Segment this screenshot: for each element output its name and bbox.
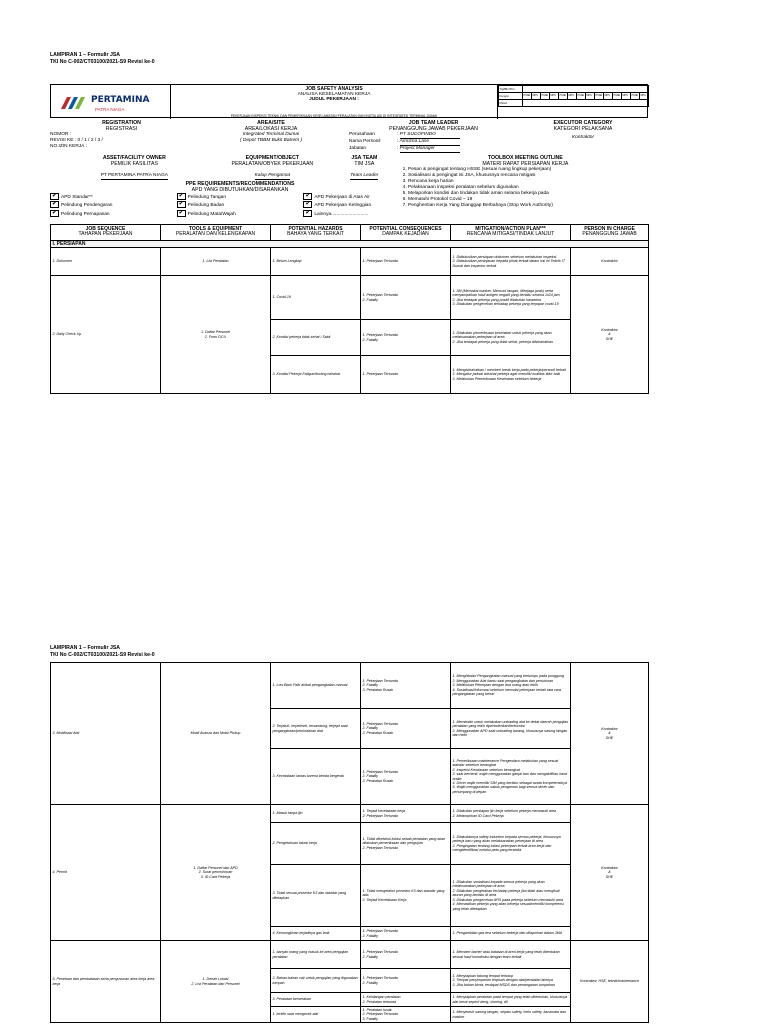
- ppe-item-label: Pelindung Pendengaran: [61, 203, 113, 209]
- sig-fungsi-cell: MPS: [568, 93, 577, 100]
- jsa-title-id: ANALISA KESELAMATAN KERJA: [297, 92, 371, 97]
- ppe-item[interactable]: [303, 210, 430, 218]
- team-leader-title: JOB TEAM LEADER: [408, 120, 459, 126]
- consequence-cell: 1. Pekerjaan Tertunda 2. Fatality: [361, 941, 451, 969]
- person-in-charge-cell: Kontraktor, HSE, teknik/maintenance: [571, 941, 649, 1023]
- ppe-item[interactable]: [50, 201, 177, 209]
- column-header-id: DAMPAK KEJADIAN: [382, 231, 429, 238]
- column-header-id: BAHAYA YANG TERKAIT: [287, 231, 344, 238]
- sig-fungsi-cell: HSSE: [631, 93, 640, 100]
- mitigation-cell: 1. Didiskusikan persiapan dokumen sebelum melakukan inspeksi. 2. Didiskusikan peninjauan kepada pihak terkait dalam hal ini Teknik IT Dumai dan inspector terkait: [451, 248, 571, 276]
- sig-paraf-cell[interactable]: [523, 100, 649, 107]
- checkbox-checked-icon[interactable]: ✔: [178, 209, 184, 216]
- logo-name: PERTAMINA: [91, 95, 150, 105]
- table-row: [51, 941, 649, 969]
- tl-company[interactable]: PT SUCOFINDO: [400, 132, 460, 139]
- executor-title: EXECUTOR CATEGORY: [553, 120, 613, 126]
- ppe-item[interactable]: [177, 210, 304, 218]
- registration-title: REGISTRATION: [102, 120, 141, 126]
- nomor-label[interactable]: NOMOR :: [50, 132, 72, 137]
- pertamina-logo: [51, 85, 171, 119]
- lampiran-title: LAMPIRAN 1 – Formulir JSA: [50, 645, 121, 651]
- column-header-en: PERSON IN CHARGE: [584, 225, 635, 232]
- column-header-id: RENCANA MITIGASI/TINDAK LANJUT: [466, 231, 555, 238]
- ppe-column: [177, 193, 304, 218]
- consequence-cell: 1. Pekerjaan Tertunda 2. Fatality 3. Peralatan Rusak: [361, 663, 451, 709]
- mitigation-cell: 1. Pemeriksaan maintenance Pengendara melakukan yang sesuai standar sebelum berangkat 2. Inspeksi Kendaraan sebelum berangkat 3. saat berhenti, wajib menggunakan ganjal ban dan mengaktifkan hand brake 4. Driver wajib memiliki SIM yang berlaku sebagai tanda kompetensinya 5. Wajib menggunakan sabuk pengaman bagi semua driver dan penumpang di depan: [451, 749, 571, 805]
- mitigation-cell: 1. Pengambilan gas test sebelum bekerja dan dilaporkan dalam JMA: [451, 927, 571, 941]
- job-sequence-cell: 1. Dokumen: [51, 248, 161, 276]
- form-header: [50, 84, 648, 118]
- consequence-cell: 1. Pekerjaan Tertunda 2. Fatality: [361, 276, 451, 320]
- ppe-item-label: APD Pekerjaan Ketinggian: [314, 203, 372, 209]
- mitigation-cell: 1. Dilakukan persiapan ijin kerja sebelum pekerja memasuki area 2. Melampirkan ID Card Pekerja: [451, 805, 571, 823]
- hazard-cell: 1. terkilir saat mengecek alat: [271, 1007, 361, 1023]
- sig-fungsi-cell: HSSE: [523, 93, 532, 100]
- job-sequence-cell: 5. Penetuan dan pembatasan serta penyusunan area kerja area kerja: [51, 941, 161, 1023]
- consequence-cell: 1. Pekerjaan Tertunda 2. Fatality 3. Peralatan Rusak: [361, 709, 451, 749]
- hazard-cell: 1. Belum Lengkap: [271, 248, 361, 276]
- consequence-cell: 1. Tidak mengetahui prosedur K3 dan standar yang ada 2. Terjadi Kecelakaan Kerja: [361, 865, 451, 927]
- page-2: [50, 645, 648, 1023]
- column-header: [361, 224, 451, 240]
- person-in-charge-cell: Kontraktor & SHE: [571, 805, 649, 941]
- owner-value[interactable]: PT PERTAMINA PATRA NIAGA: [100, 173, 168, 178]
- equipment-value[interactable]: Kalup Pengamat: [254, 173, 291, 178]
- ppe-item-label: Pelindung Pernapasan: [61, 211, 110, 217]
- toolbox-item: 6. Mematuhi Protokol Covid – 19: [402, 197, 473, 202]
- table-row: [51, 248, 649, 276]
- hazard-cell: 3. Peralatan berserakan: [271, 993, 361, 1007]
- checkbox-checked-icon[interactable]: ✔: [51, 209, 58, 216]
- ppe-item-label: APD Standar**: [61, 194, 93, 200]
- area-line-1: Integrated Terminal Dumai: [242, 132, 300, 137]
- checkbox-checked-icon[interactable]: ✔: [305, 209, 311, 216]
- sig-fungsi-cell: HSSE: [595, 93, 604, 100]
- toolbox-item: 7. Penghentian Kerja Yang Dianggap Berbahaya (Stop Work Authority): [402, 203, 553, 208]
- column-header: [51, 224, 161, 240]
- sig-fungsi-cell: HSSE: [559, 93, 568, 100]
- jsa-team-value[interactable]: Team Leader: [350, 173, 379, 178]
- column-header: [161, 224, 271, 240]
- mitigation-cell: 1. Dilakukan sosialisasi kepada semua pekerja yang akan melaksanakan pekerjaan di area 2. Dilakukan pengetahan terhadap pekerja jika tidak atau mengikuti aturan yang berlaku di area 3. Dilakukan pengecekan APD pada pekerja sebelum memasuki area 4. Memastikan pekerja yang akan bekerja sesuai/memiliki kompetensi yang telah ditetapkan: [451, 865, 571, 927]
- ppe-item[interactable]: [177, 193, 304, 201]
- ppe-item[interactable]: [177, 201, 304, 209]
- jsa-title: JOB SAFETY ANALYSIS: [305, 86, 363, 92]
- table-row: [51, 276, 649, 320]
- column-header-en: TOOLS & EQUIPMENT: [188, 225, 243, 232]
- team-leader-title-id: PENANGGUNG JAWAB PEKERJAAN: [389, 126, 478, 132]
- person-in-charge-cell: Kontraktor & SHE: [571, 663, 649, 805]
- executor-title-id: KATEGORI PELAKSANA: [553, 126, 613, 132]
- sig-fungsi-cell: HSSE: [577, 93, 586, 100]
- mitigation-cell: 1. Menghindari Pengangkatan manual yang berlumpu pada punggung 2. Menggunakan Alat bantu saat pengangkatan dan penurunan 3. Melakukan Pekerjaan dengan dua orang atau lebih 4. Sosialisasi/Informasi sebelum memulai pekerjaan terkait tata cara pengangkatan yang benar: [451, 663, 571, 709]
- table-row: [51, 663, 649, 709]
- toolbox-item: 5. Melaporkan kondisi dan tindakan tidak aman selama bekerja pada: [402, 191, 549, 196]
- ppe-item[interactable]: [303, 193, 430, 201]
- owner-title-id: PEMILIK FASILITAS: [110, 161, 158, 167]
- mitigation-cell: 1. Menyiapkan tabung tempat tertutup 2. Tempat penyimpanan terpisah dengan alat/peralatan lainnya 3. Jika bahan kimia, terdapat MSDS dan penanganan tumpahan: [451, 969, 571, 993]
- job-title-value: PEKERJAAN INSPEKSI TEKNIK DAN PEMERIKSAAN KESELAMATAN PERALATAN DAN INSTALASI DI INTEGRATED TERMINAL DUMAI: [230, 114, 438, 118]
- hazard-cell: 1. banyak orang yang masuk ke area pengujian peralatan: [271, 941, 361, 969]
- consequence-cell: 1. Kehilangan peralatan 2. Peralatan tertunda: [361, 993, 451, 1007]
- ppe-item-label: Pelindung Tangan: [187, 194, 226, 200]
- mitigation-cell: 1. Dilakukannya safety induction kepada semua pekerja, khususnya pekerja baru yang akan melaksanakan pekerjaan di area 2. Pengingatan tentang lokasi pekerjaan terkait area kerja dan mengidentifikasi melalui peta yang tersedia: [451, 823, 571, 865]
- consequence-cell: 1. Pekerjaan Tertunda: [361, 248, 451, 276]
- hazard-cell: 2. Terjatuh, terpeleset, tersandung, terjepit saat pengangkutan/pemindahan alat: [271, 709, 361, 749]
- consequence-cell: 1. Pekerjaan Tertunda: [361, 356, 451, 394]
- sig-fungsi-cell: MPS: [586, 93, 595, 100]
- revisi-value[interactable]: 0 / 1 / 2 / 3 /: [77, 138, 103, 143]
- tl-label: Nama Personil: [349, 139, 381, 144]
- sig-fungsi-cell: MPS: [622, 93, 631, 100]
- hazard-cell: 1. Masuk tanpa ijin: [271, 805, 361, 823]
- area-line-2: ( Depot TBBM Bukit Batrem ): [239, 138, 303, 143]
- column-header-en: MITIGATION/ACTION PLAN***: [475, 225, 546, 232]
- executor-value[interactable]: Kontraktor: [571, 135, 595, 140]
- tools-cell: 1. List Peralatan: [161, 248, 271, 276]
- column-header-en: POTENTIAL HAZARDS: [288, 225, 343, 232]
- jsa-team-title-id: TIM JSA: [354, 161, 375, 167]
- consequence-cell: 1. Pekerjaan Tertunda 2. Fatality: [361, 969, 451, 993]
- tl-label: Perusahaan: [349, 132, 375, 137]
- job-sequence-cell: 3. Mobilisasi Alat: [51, 663, 161, 805]
- mitigation-cell: 1. Dilakukan pemeriksaan kesehatan untuk pekerja yang akan melaksanakan pekerjaan di area 2. Jika terdapat pekerja yang tidak sehat, pekerja diistirahatkan: [451, 320, 571, 356]
- hazard-cell: 4. Kemungkinan terjadinya gas leak: [271, 927, 361, 941]
- ppe-title: PPE REQUIREMENTS/RECOMMENDATIONS: [185, 181, 295, 187]
- mitigation-cell: 1. Menyiapkan peralatan pada tempat yang telah ditentukan, khususnya alat berat seperti derig, shoring, dll: [451, 993, 571, 1007]
- column-header-id: PENANGGUNG JAWAB: [582, 231, 637, 238]
- checkbox-checked-icon[interactable]: ✔: [178, 201, 184, 208]
- checkbox-checked-icon[interactable]: ✔: [51, 201, 58, 208]
- job-sequence-cell: 2. Daily Check Up: [51, 276, 161, 394]
- tools-cell: 1. Denah Lokasi 2. List Peralatan dan Personel: [161, 941, 271, 1023]
- tl-position[interactable]: Project Manager: [400, 146, 460, 153]
- column-header-en: POTENTIAL CONSEQUENCES: [369, 225, 442, 232]
- column-header-id: PERALATAN DAN KELENGKAPAN: [175, 231, 256, 238]
- registration-title-id: REGISTRASI: [105, 126, 138, 132]
- tools-cell: 1. Daftar Personel 2. Form DCU: [161, 276, 271, 394]
- section-title: I. PERSIAPAN: [51, 240, 649, 247]
- sig-fungsi-cell: HSSE: [613, 93, 622, 100]
- table-row: [51, 805, 649, 823]
- hazard-cell: 2. Bahan-bahan cair untuk pengujian yang digunakan tumpah: [271, 969, 361, 993]
- tki-number: TKI No C-002/CT03100/2021-S9 Revisi ke-0: [50, 59, 155, 65]
- jsa-title-block: [171, 85, 497, 119]
- job-sequence-cell: 4. Permit: [51, 805, 161, 941]
- owner-title: ASSET/FACILITY OWNER: [102, 155, 166, 161]
- jsa-team-title: JSA TEAM: [351, 155, 378, 161]
- tl-label: Jabatan: [349, 146, 367, 151]
- sig-fungsi-cell: MPS: [604, 93, 613, 100]
- area-title: AREA/SITE: [257, 120, 285, 126]
- checkbox-checked-icon[interactable]: ✔: [305, 193, 311, 199]
- mitigation-cell: 1. 3M (Memakai masker, Mencuci tangan, Menjaga jarak) serta menyampaikan hasil antigen negatif yang berlaku selama 1x24 jam 2. Jika terdapat pekerja yang positif dilakukan karantina 3. Dilakukan pengecekan terhadap pekerja yang terpapar covid-19: [451, 276, 571, 320]
- sig-row-label: Tgl/Bln/Thn: [499, 86, 523, 93]
- logo-sub: PATRA NIAGA: [95, 107, 125, 112]
- izin-kerja-label[interactable]: NO.IZIN KERJA :: [50, 144, 87, 149]
- consequence-cell: 1. Pekerjaan Tertunda 2. Fatality 3. Peralatan Rusak: [361, 749, 451, 805]
- lampiran-title: LAMPIRAN 1 – Formulir JSA: [50, 52, 121, 58]
- tools-cell: Mobil Avanza dan Mobil Pickup: [161, 663, 271, 805]
- tki-number: TKI No C-002/CT03100/2021-S9 Revisi ke-0: [50, 652, 155, 658]
- mitigation-cell: 1. Mengistirahatkan / memberi break kerja pada pekerja/personil terkait 2. Mengatur jadwal istirahat pekerja agar memiliki kualitas tidur baik 3. Melakukan Pemeriksaan Kesehatan sebelum bekerja: [451, 356, 571, 394]
- toolbox-title-id: MATERI RAPAT PERSIAPAN KERJA: [482, 161, 569, 167]
- person-in-charge-cell: Kontraktor & SHE: [571, 276, 649, 394]
- mitigation-cell: 1. Menyentuh sarung tangan, sepatu safety, helm safety, kacamata dan masker: [451, 1007, 571, 1023]
- consequence-cell: 1. Pekerjaan Tertunda 2. Fatality: [361, 927, 451, 941]
- toolbox-item: 2. Sosialisasi & pengingat isi JSA, khususnya rencana mitigasi: [402, 173, 536, 178]
- checkbox-checked-icon[interactable]: ✔: [305, 201, 311, 208]
- area-title-id: AREA/LOKASI KERJA: [244, 126, 298, 132]
- toolbox-list: [403, 167, 648, 209]
- person-in-charge-cell: Kontraktor: [571, 248, 649, 276]
- ppe-column: [50, 193, 177, 218]
- toolbox-item: 4. Pelaksanaan inspeksi peralatan sebelum digunakan: [402, 185, 519, 190]
- hazard-cell: 2. Kondisi pekerja tidak sehat / Sakit: [271, 320, 361, 356]
- equipment-title: EQUIPMENT/OBJECT: [245, 155, 299, 161]
- jsa-table-2: [50, 662, 649, 1023]
- signature-table: [497, 85, 649, 119]
- toolbox-item: 3. Rencana kerja harian: [402, 179, 454, 184]
- ppe-title-id: APD YANG DIBUTUHKAN/DISARANKAN: [191, 187, 289, 193]
- ppe-grid: [50, 193, 430, 218]
- hazard-cell: 2. Pengetahuan lokasi kerja: [271, 823, 361, 865]
- hazard-cell: 1. Covid-19: [271, 276, 361, 320]
- ppe-item[interactable]: [50, 193, 177, 201]
- ppe-item[interactable]: [303, 201, 430, 209]
- sig-fungsi-cell: MPS: [550, 93, 559, 100]
- column-header: [271, 224, 361, 240]
- mitigation-cell: 1. Memberi barrier atau batasan di area kerja yang telah ditentukan sesuai hasil koordinasi dengan team terkait: [451, 941, 571, 969]
- ppe-item-label: APD Pekerjaan di Atas Air: [314, 194, 370, 200]
- job-title-label: JUDUL PEKERJAAN :: [309, 97, 359, 102]
- hazard-cell: 1. Low Back Pain akibat pengangkatan manual: [271, 663, 361, 709]
- page-1: [50, 52, 648, 394]
- sig-fungsi-cell: MPS: [532, 93, 541, 100]
- ppe-item[interactable]: [50, 210, 177, 218]
- tools-cell: 1. Daftar Personel dan APD 2. Surat permohonan 3. ID Card Pekerja: [161, 805, 271, 941]
- pertamina-logo-icon: [59, 93, 87, 111]
- registration-block: REGISTRATION REGISTRASI NOMOR : REVISI KE : 0 / 1 / 2 / 3 / NO.IZIN KERJA : AREA/SITE AREA/LOKASI KERJA Integrated Terminal Dumai ( Depot TBBM Bukit Batrem ) JOB TEAM LEADER PENANGGUNG JAWAB PEKERJAAN Perusahaan : PT SUCOFINDO Nama Personil : Amrizna Lase Jabatan : Project Manager EXECUTOR CATEGORY KATEGORI PELAKSANA Kontraktor: [50, 120, 648, 153]
- ppe-item-label: Pelindung Badan: [187, 203, 225, 209]
- jsa-table-1: [50, 224, 649, 394]
- sig-row-label: Paraf: [499, 100, 523, 107]
- checkbox-checked-icon[interactable]: ✔: [51, 193, 58, 199]
- ppe-item-label: Pelindung Mata/Wajah: [187, 211, 236, 217]
- toolbox-item: 1. Pesan & pengingat tentang HSSE (sesuai ruang lingkup pekerjaan): [402, 167, 552, 172]
- tl-name[interactable]: Amrizna Lase: [400, 139, 460, 146]
- hazard-cell: 3. Tidak sesuai prosedur K3 dan standar yang ditetapkan: [271, 865, 361, 927]
- consequence-cell: 1. Tidak diketahui lokasi sebab peralatan yang akan dilakukan pemeriksaan dan pengujian 2. Pekerjaan Tertunda: [361, 823, 451, 865]
- sig-fungsi-cell: HSSE: [541, 93, 550, 100]
- ppe-item-label: Lainnya............................: [314, 211, 369, 217]
- column-header-id: TAHAPAN PEKERJAAN: [78, 231, 133, 238]
- ppe-column: [303, 193, 430, 218]
- sig-date-cell[interactable]: [523, 86, 649, 93]
- hazard-cell: 3. Kondisi Pekerja Fatigue/kurang istirahat: [271, 356, 361, 394]
- hazard-cell: 3. Kecelakaan lantas karena benda bergerak: [271, 749, 361, 805]
- checkbox-checked-icon[interactable]: ✔: [178, 193, 184, 199]
- sig-row-label: Fungsi: [499, 93, 523, 100]
- consequence-cell: 1. Peralatan rusak 2. Pekerjaan Tertunda 3. Fatality: [361, 1007, 451, 1023]
- consequence-cell: 1. Terjadi kecelakaan kerja 2. Pekerjaan Tertunda: [361, 805, 451, 823]
- column-header: [571, 224, 649, 240]
- equipment-title-id: PERALATAN/OBYEK PEKERJAAN: [231, 161, 314, 167]
- toolbox-title: TOOLBOX MEETING OUTLINE: [487, 155, 563, 161]
- revisi-label: REVISI KE :: [50, 138, 77, 143]
- mitigation-cell: 1. Memindah untuk melakukan unloading alat ke dekat daerah pengujian peralatan yang lebih diperbolehkan/terkoreksi 2. Menggunakan APD saat unloading barang, khususnya sarung tangan dan helm: [451, 709, 571, 749]
- column-header-en: JOB SEQUENCE: [85, 225, 126, 232]
- consequence-cell: 1. Pekerjaan Tertunda 2. Fatality: [361, 320, 451, 356]
- sig-fungsi-cell: MPS: [640, 93, 649, 100]
- column-header: [451, 224, 571, 240]
